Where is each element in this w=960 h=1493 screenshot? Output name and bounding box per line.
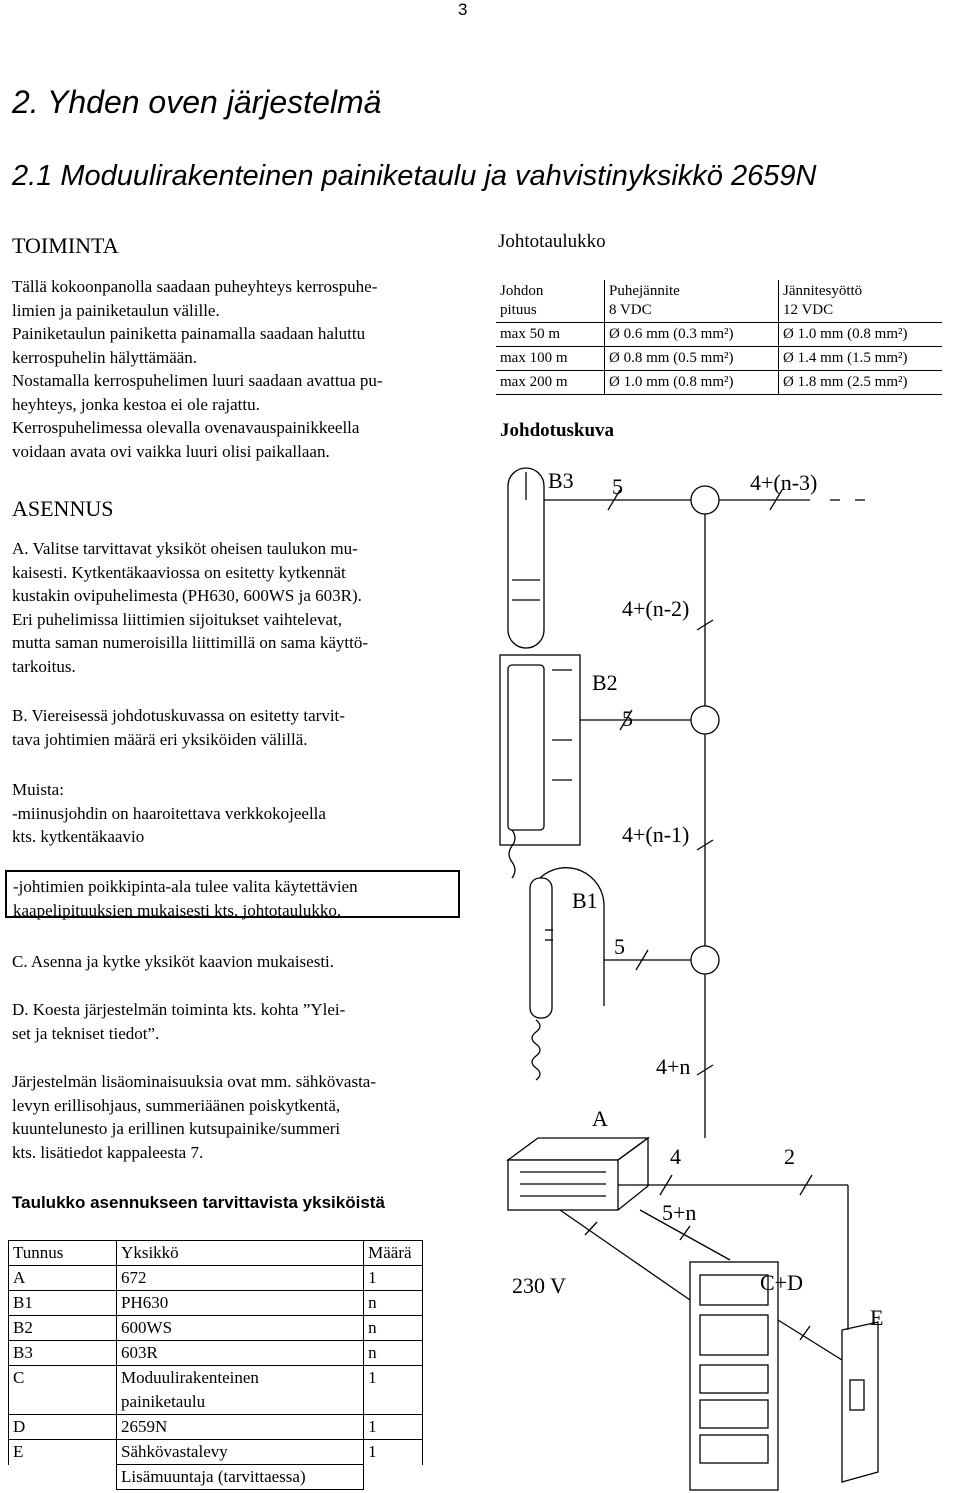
power-supply-icon — [508, 1138, 648, 1210]
table-cell: C — [9, 1366, 117, 1391]
header-cell: Määrä — [364, 1241, 423, 1266]
wires — [544, 500, 865, 1360]
label-b2-chain: 4+(n-2) — [622, 596, 690, 621]
table-cell: 600WS — [117, 1316, 364, 1341]
table-cell: n — [364, 1291, 423, 1316]
header-line: Puhejännite — [609, 283, 680, 299]
text-line: tarkoitus. — [12, 656, 76, 676]
heading-system: 2. Yhden oven järjestelmä — [12, 84, 382, 120]
text-line: B. Viereisessä johdotuskuvassa on esitetty tarvit- — [12, 706, 345, 725]
table-cell: 2659N — [117, 1415, 364, 1440]
label-cd: C+D — [760, 1270, 803, 1295]
label-a: A — [592, 1106, 608, 1131]
table-cell: E — [9, 1440, 117, 1465]
table-cell: Ø 0.8 mm (0.5 mm²) — [605, 347, 779, 371]
label-a-to-d: 4 — [670, 1144, 681, 1169]
section-title-asennus: ASENNUS — [12, 496, 114, 521]
text-line: Nostamalla kerrospuhelimen luuri saadaan avattua pu- — [12, 371, 383, 390]
text-line: A. Valitse tarvittavat yksiköt oheisen taulukon mu- — [12, 539, 358, 558]
wire-table-title: Johtotaulukko — [498, 231, 606, 252]
text-line: kts. lisätiedot kappaleesta 7. — [12, 1142, 204, 1162]
text-line: voidaan avata ovi vaikka luuri olisi paikallaan. — [12, 441, 330, 461]
header-line: pituus — [500, 302, 537, 318]
table-cell: Moduulirakenteinen — [117, 1366, 364, 1391]
table-cell: max 50 m — [496, 323, 605, 347]
header-line: 12 VDC — [783, 302, 834, 318]
label-e: E — [870, 1305, 884, 1330]
table-cell: Lisämuuntaja (tarvittaessa) — [117, 1465, 364, 1490]
text-line: Kerrospuhelimessa olevalla ovenavauspainikkeella — [12, 418, 360, 437]
table-cell: n — [364, 1341, 423, 1366]
label-a-to-e: 2 — [784, 1144, 795, 1169]
text-line: Muista: — [12, 780, 64, 799]
text-line: Painiketaulun painiketta painamalla saadaan haluttu — [12, 324, 366, 343]
table-cell: A — [9, 1266, 117, 1291]
header-line: Johdon — [500, 283, 544, 299]
text-line: kaisesti. Kytkentäkaaviossa on esitetty kytkennät — [12, 562, 346, 582]
text-line: tava johtimien määrä eri yksiköiden välillä. — [12, 729, 308, 749]
table-cell: max 100 m — [496, 347, 605, 371]
table-cell: 1 — [364, 1366, 423, 1391]
table-cell: 1 — [364, 1440, 423, 1465]
text-line: kts. kytkentäkaavio — [12, 827, 145, 846]
table-cell: B2 — [9, 1316, 117, 1341]
table-cell: Ø 0.6 mm (0.3 mm²) — [605, 323, 779, 347]
label-a-chain: 4+n — [656, 1054, 691, 1079]
table-cell: PH630 — [117, 1291, 364, 1316]
door-strike-icon — [842, 1322, 878, 1482]
table-cell: max 200 m — [496, 371, 605, 395]
label-b1-wires: 5 — [614, 934, 625, 959]
text-line: levyn erillisohjaus, summeriäänen poiskytkentä, — [12, 1095, 341, 1115]
header-line: Jännitesyöttö — [783, 283, 863, 299]
table-cell: 603R — [117, 1341, 364, 1366]
table-cell: D — [9, 1415, 117, 1440]
text-line: Tällä kokoonpanolla saadaan puheyhteys kerrospuhe- — [12, 277, 378, 296]
table-cell: B3 — [9, 1341, 117, 1366]
label-b3-chain: 4+(n-3) — [750, 470, 818, 495]
text-line: kuuntelunesto ja erillinen kutsupainike/summeri — [12, 1119, 341, 1138]
table-cell: 672 — [117, 1266, 364, 1291]
phone-b2-icon — [500, 655, 580, 878]
label-a-to-c: 5+n — [662, 1200, 697, 1225]
table-cell: B1 — [9, 1291, 117, 1316]
wire-ticks — [585, 490, 812, 1340]
text-line: -johtimien poikkipinta-ala tulee valita käytettävien — [13, 877, 358, 896]
label-b1: B1 — [572, 888, 598, 913]
label-b3-wires: 5 — [612, 474, 623, 499]
table-cell: 1 — [364, 1266, 423, 1291]
table-cell: Sähkövastalevy — [117, 1440, 364, 1465]
table-cell: Ø 1.4 mm (1.5 mm²) — [779, 347, 943, 371]
phone-b3-icon — [508, 468, 544, 648]
section-title-toiminta: TOIMINTA — [12, 233, 119, 258]
text-line: Järjestelmän lisäominaisuuksia ovat mm. sähkövasta- — [12, 1072, 377, 1091]
text-line: kaapelipituuksien mukaisesti kts. johtotaulukko. — [13, 900, 342, 920]
header-cell: Tunnus — [9, 1241, 117, 1266]
label-b3: B3 — [548, 468, 574, 493]
text-line: heyhteys, jonka kestoa ei ole rajattu. — [12, 394, 260, 414]
parts-table-title: Taulukko asennukseen tarvittavista yksiköistä — [12, 1193, 385, 1212]
text-line: Eri puhelimissa liittimien sijoitukset vaihtelevat, — [12, 609, 343, 629]
label-b1-chain: 4+(n-1) — [622, 822, 690, 847]
table-cell: Ø 1.0 mm (0.8 mm²) — [779, 323, 943, 347]
label-b2-wires: 5 — [622, 706, 633, 731]
asennus-c-text: C. Asenna ja kytke yksiköt kaavion mukaisesti. — [12, 952, 335, 971]
header-cell: Yksikkö — [117, 1241, 364, 1266]
heading-subsection: 2.1 Moduulirakenteinen painiketaulu ja vahvistinyksikkö 2659N — [12, 160, 817, 192]
table-cell: painiketaulu — [117, 1390, 364, 1415]
diagram-title: Johdotuskuva — [500, 420, 615, 441]
label-mains: 230 V — [512, 1273, 566, 1298]
text-line: limien ja painiketaulun välille. — [12, 300, 220, 320]
label-b2: B2 — [592, 670, 618, 695]
table-cell: n — [364, 1316, 423, 1341]
text-line: mutta saman numeroisilla liittimillä on sama käyttö- — [12, 633, 368, 652]
text-line: D. Koesta järjestelmän toiminta kts. kohta ”Ylei- — [12, 1000, 346, 1019]
table-cell: 1 — [364, 1415, 423, 1440]
header-line: 8 VDC — [609, 302, 652, 318]
table-cell: Ø 1.8 mm (2.5 mm²) — [779, 371, 943, 395]
button-panel-icon — [690, 1262, 778, 1490]
text-line: kustakin ovipuhelimesta (PH630, 600WS ja 603R). — [12, 586, 362, 605]
text-line: -miinusjohdin on haaroitettava verkkokojeella — [12, 803, 326, 823]
table-cell: Ø 1.0 mm (0.8 mm²) — [605, 371, 779, 395]
text-line: kerrospuhelin hälyttämään. — [12, 347, 198, 367]
text-line: set ja tekniset tiedot”. — [12, 1023, 160, 1043]
page-number: 3 — [458, 0, 468, 19]
